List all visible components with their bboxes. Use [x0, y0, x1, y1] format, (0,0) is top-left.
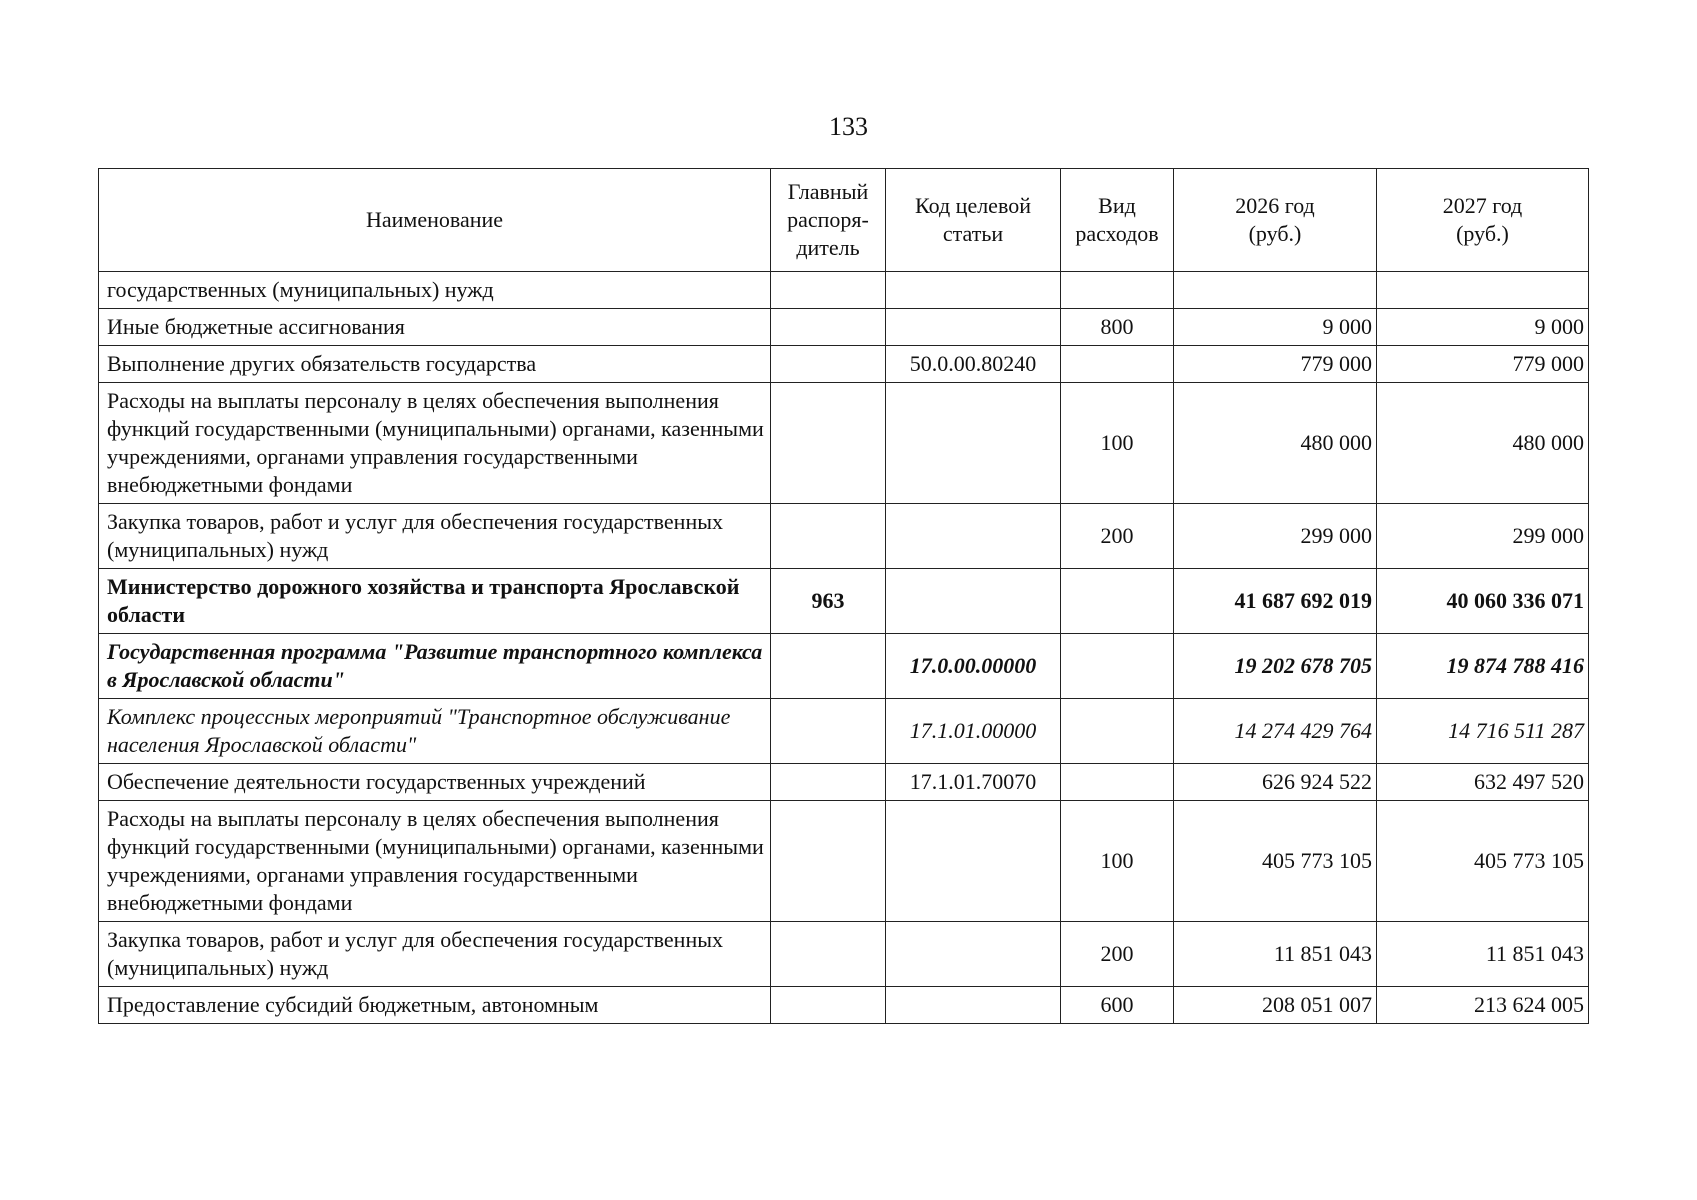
- cell-name: Выполнение других обязательств государства: [99, 346, 771, 383]
- cell-code: [886, 801, 1061, 922]
- cell-manager: [771, 801, 886, 922]
- table-row: [99, 309, 1589, 346]
- cell-name: государственных (муниципальных) нужд: [99, 272, 771, 309]
- cell-code: 17.1.01.70070: [886, 764, 1061, 801]
- cell-name: Обеспечение деятельности государственных учреждений: [99, 764, 771, 801]
- page-number: 133: [829, 112, 868, 141]
- cell-name: Иные бюджетные ассигнования: [99, 309, 771, 346]
- cell-manager: [771, 922, 886, 987]
- cell-name: Закупка товаров, работ и услуг для обеспечения государственных (муниципальных) нужд: [99, 922, 771, 987]
- table-row: [99, 922, 1589, 987]
- cell-type: [1061, 634, 1174, 699]
- cell-manager: [771, 987, 886, 1024]
- header-year-2027-line: 2027 год: [1442, 193, 1523, 218]
- table-row: [99, 346, 1589, 383]
- cell-manager: [771, 272, 886, 309]
- cell-type: [1061, 569, 1174, 634]
- cell-2026: 19 202 678 705: [1174, 634, 1377, 699]
- header-chief-manager-line: распоря-: [787, 207, 869, 232]
- header-chief-manager-line: дитель: [796, 235, 860, 260]
- cell-manager: [771, 764, 886, 801]
- table-row: [99, 764, 1589, 801]
- cell-2026: 405 773 105: [1174, 801, 1377, 922]
- header-expense-type: [1061, 169, 1174, 272]
- cell-manager: [771, 346, 886, 383]
- cell-2027: 9 000: [1377, 309, 1589, 346]
- cell-manager: [771, 383, 886, 504]
- cell-2026: 9 000: [1174, 309, 1377, 346]
- cell-type: 100: [1061, 383, 1174, 504]
- cell-2027: 14 716 511 287: [1377, 699, 1589, 764]
- cell-type: 100: [1061, 801, 1174, 922]
- budget-table: [98, 168, 1589, 1024]
- header-expense-type-line: Вид: [1098, 193, 1136, 218]
- cell-2026: 14 274 429 764: [1174, 699, 1377, 764]
- header-target-code-line: статьи: [942, 221, 1004, 246]
- header-year-2026-line: (руб.): [1248, 221, 1302, 246]
- cell-name: Предоставление субсидий бюджетным, автономным: [99, 987, 771, 1024]
- table-row: [99, 699, 1589, 764]
- cell-name: Министерство дорожного хозяйства и транспорта Ярославской области: [99, 569, 771, 634]
- cell-2027: 632 497 520: [1377, 764, 1589, 801]
- cell-manager: [771, 504, 886, 569]
- cell-code: 17.0.00.00000: [886, 634, 1061, 699]
- cell-2027: 480 000: [1377, 383, 1589, 504]
- cell-code: [886, 987, 1061, 1024]
- cell-type: 600: [1061, 987, 1174, 1024]
- cell-type: 200: [1061, 922, 1174, 987]
- cell-type: 800: [1061, 309, 1174, 346]
- header-target-code-line: Код целевой: [915, 193, 1031, 218]
- cell-manager: [771, 309, 886, 346]
- cell-2026: 626 924 522: [1174, 764, 1377, 801]
- cell-2027: 299 000: [1377, 504, 1589, 569]
- header-year-2026: [1174, 169, 1377, 272]
- cell-manager: [771, 634, 886, 699]
- cell-type: [1061, 272, 1174, 309]
- cell-2026: 480 000: [1174, 383, 1377, 504]
- cell-code: [886, 569, 1061, 634]
- cell-type: [1061, 346, 1174, 383]
- table-row: [99, 569, 1589, 634]
- cell-2027: 11 851 043: [1377, 922, 1589, 987]
- header-target-code: [886, 169, 1061, 272]
- header-year-2027: [1377, 169, 1589, 272]
- cell-2027: 213 624 005: [1377, 987, 1589, 1024]
- cell-manager: [771, 699, 886, 764]
- cell-2026: 208 051 007: [1174, 987, 1377, 1024]
- cell-name: Государственная программа "Развитие транспортного комплекса в Ярославской области": [99, 634, 771, 699]
- header-year-2027-line: (руб.): [1456, 221, 1509, 246]
- table-row: [99, 383, 1589, 504]
- cell-code: [886, 383, 1061, 504]
- header-year-2026-line: 2026 год: [1235, 193, 1315, 218]
- header-expense-type-line: расходов: [1075, 221, 1159, 246]
- cell-manager: 963: [771, 569, 886, 634]
- cell-code: [886, 309, 1061, 346]
- header-chief-manager: [771, 169, 886, 272]
- cell-code: 50.0.00.80240: [886, 346, 1061, 383]
- cell-type: 200: [1061, 504, 1174, 569]
- cell-name: Комплекс процессных мероприятий "Транспортное обслуживание населения Ярославской области": [99, 699, 771, 764]
- cell-code: [886, 504, 1061, 569]
- cell-2027: 779 000: [1377, 346, 1589, 383]
- cell-2026: 11 851 043: [1174, 922, 1377, 987]
- table-header-row: [99, 169, 1589, 272]
- cell-type: [1061, 699, 1174, 764]
- cell-code: [886, 272, 1061, 309]
- cell-type: [1061, 764, 1174, 801]
- cell-2026: 299 000: [1174, 504, 1377, 569]
- cell-2027: [1377, 272, 1589, 309]
- table-row: [99, 634, 1589, 699]
- table-row: [99, 504, 1589, 569]
- cell-name: Расходы на выплаты персоналу в целях обеспечения выполнения функций государственными (муниципальными) органами, казенными учреждениями, органами управления государственными внебюджетными фондами: [99, 383, 771, 504]
- table-row: [99, 272, 1589, 309]
- cell-2027: 405 773 105: [1377, 801, 1589, 922]
- cell-code: [886, 922, 1061, 987]
- cell-2027: 40 060 336 071: [1377, 569, 1589, 634]
- header-chief-manager-line: Главный: [787, 179, 869, 204]
- table-row: [99, 801, 1589, 922]
- cell-name: Расходы на выплаты персоналу в целях обеспечения выполнения функций государственными (муниципальными) органами, казенными учреждениями, органами управления государственными внебюджетными фондами: [99, 801, 771, 922]
- cell-2026: [1174, 272, 1377, 309]
- cell-code: 17.1.01.00000: [886, 699, 1061, 764]
- table-row: [99, 987, 1589, 1024]
- header-name: Наименование: [99, 169, 771, 272]
- cell-2027: 19 874 788 416: [1377, 634, 1589, 699]
- cell-2026: 779 000: [1174, 346, 1377, 383]
- cell-name: Закупка товаров, работ и услуг для обеспечения государственных (муниципальных) нужд: [99, 504, 771, 569]
- cell-2026: 41 687 692 019: [1174, 569, 1377, 634]
